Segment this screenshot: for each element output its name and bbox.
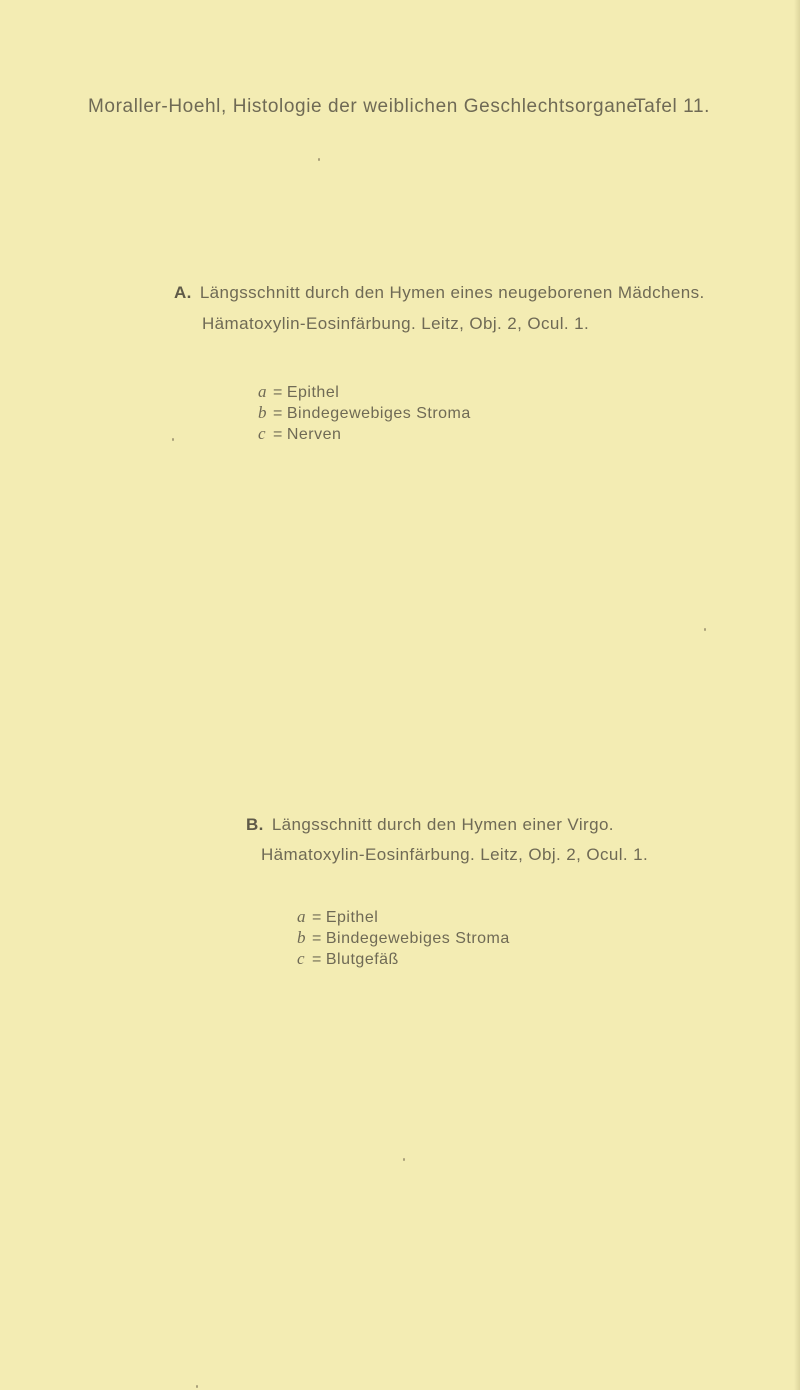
legend-row	[297, 907, 510, 928]
paper-speck	[172, 438, 174, 441]
legend-key: c	[297, 949, 306, 968]
legend-label: Epithel	[325, 909, 379, 926]
paper-speck	[704, 628, 706, 631]
section-b-heading	[246, 815, 614, 835]
legend-label: Bindegewebiges Stroma	[286, 405, 471, 422]
section-a-legend	[258, 382, 471, 445]
legend-row	[258, 424, 471, 445]
paper-speck	[196, 1385, 198, 1388]
legend-label: Nerven	[286, 426, 342, 443]
legend-key: a	[297, 907, 306, 926]
legend-label: Blutgefäß	[325, 951, 399, 968]
section-b-letter: B.	[246, 815, 264, 834]
section-b-staining: Hämatoxylin-Eosinfärbung. Leitz, Obj. 2, Ocul. 1.	[261, 845, 649, 864]
legend-equals: =	[273, 405, 283, 422]
section-a-title: Längsschnitt durch den Hymen eines neugeborenen Mädchens.	[199, 283, 705, 302]
legend-key: b	[297, 928, 306, 947]
section-a-heading	[174, 283, 705, 303]
legend-equals: =	[312, 951, 322, 968]
section-b-title: Längsschnitt durch den Hymen einer Virgo.	[271, 815, 614, 834]
plate-number: Tafel 11.	[634, 96, 710, 117]
legend-equals: =	[312, 930, 322, 947]
legend-row	[258, 403, 471, 424]
legend-key: c	[258, 424, 267, 443]
legend-label: Bindegewebiges Stroma	[325, 930, 510, 947]
section-a-letter: A.	[174, 283, 192, 302]
legend-label: Epithel	[286, 384, 340, 401]
running-header-title: Moraller-Hoehl, Histologie der weiblichen Geschlechtsorgane.	[88, 96, 644, 117]
legend-row	[258, 382, 471, 403]
section-b-legend	[297, 907, 510, 970]
paper-speck	[318, 158, 320, 161]
legend-row	[297, 928, 510, 949]
legend-equals: =	[312, 909, 322, 926]
page-edge-shadow	[794, 0, 800, 1390]
section-a-staining: Hämatoxylin-Eosinfärbung. Leitz, Obj. 2, Ocul. 1.	[202, 314, 590, 333]
legend-key: a	[258, 382, 267, 401]
legend-key: b	[258, 403, 267, 422]
legend-row	[297, 949, 510, 970]
legend-equals: =	[273, 426, 283, 443]
paper-speck	[403, 1158, 405, 1161]
legend-equals: =	[273, 384, 283, 401]
